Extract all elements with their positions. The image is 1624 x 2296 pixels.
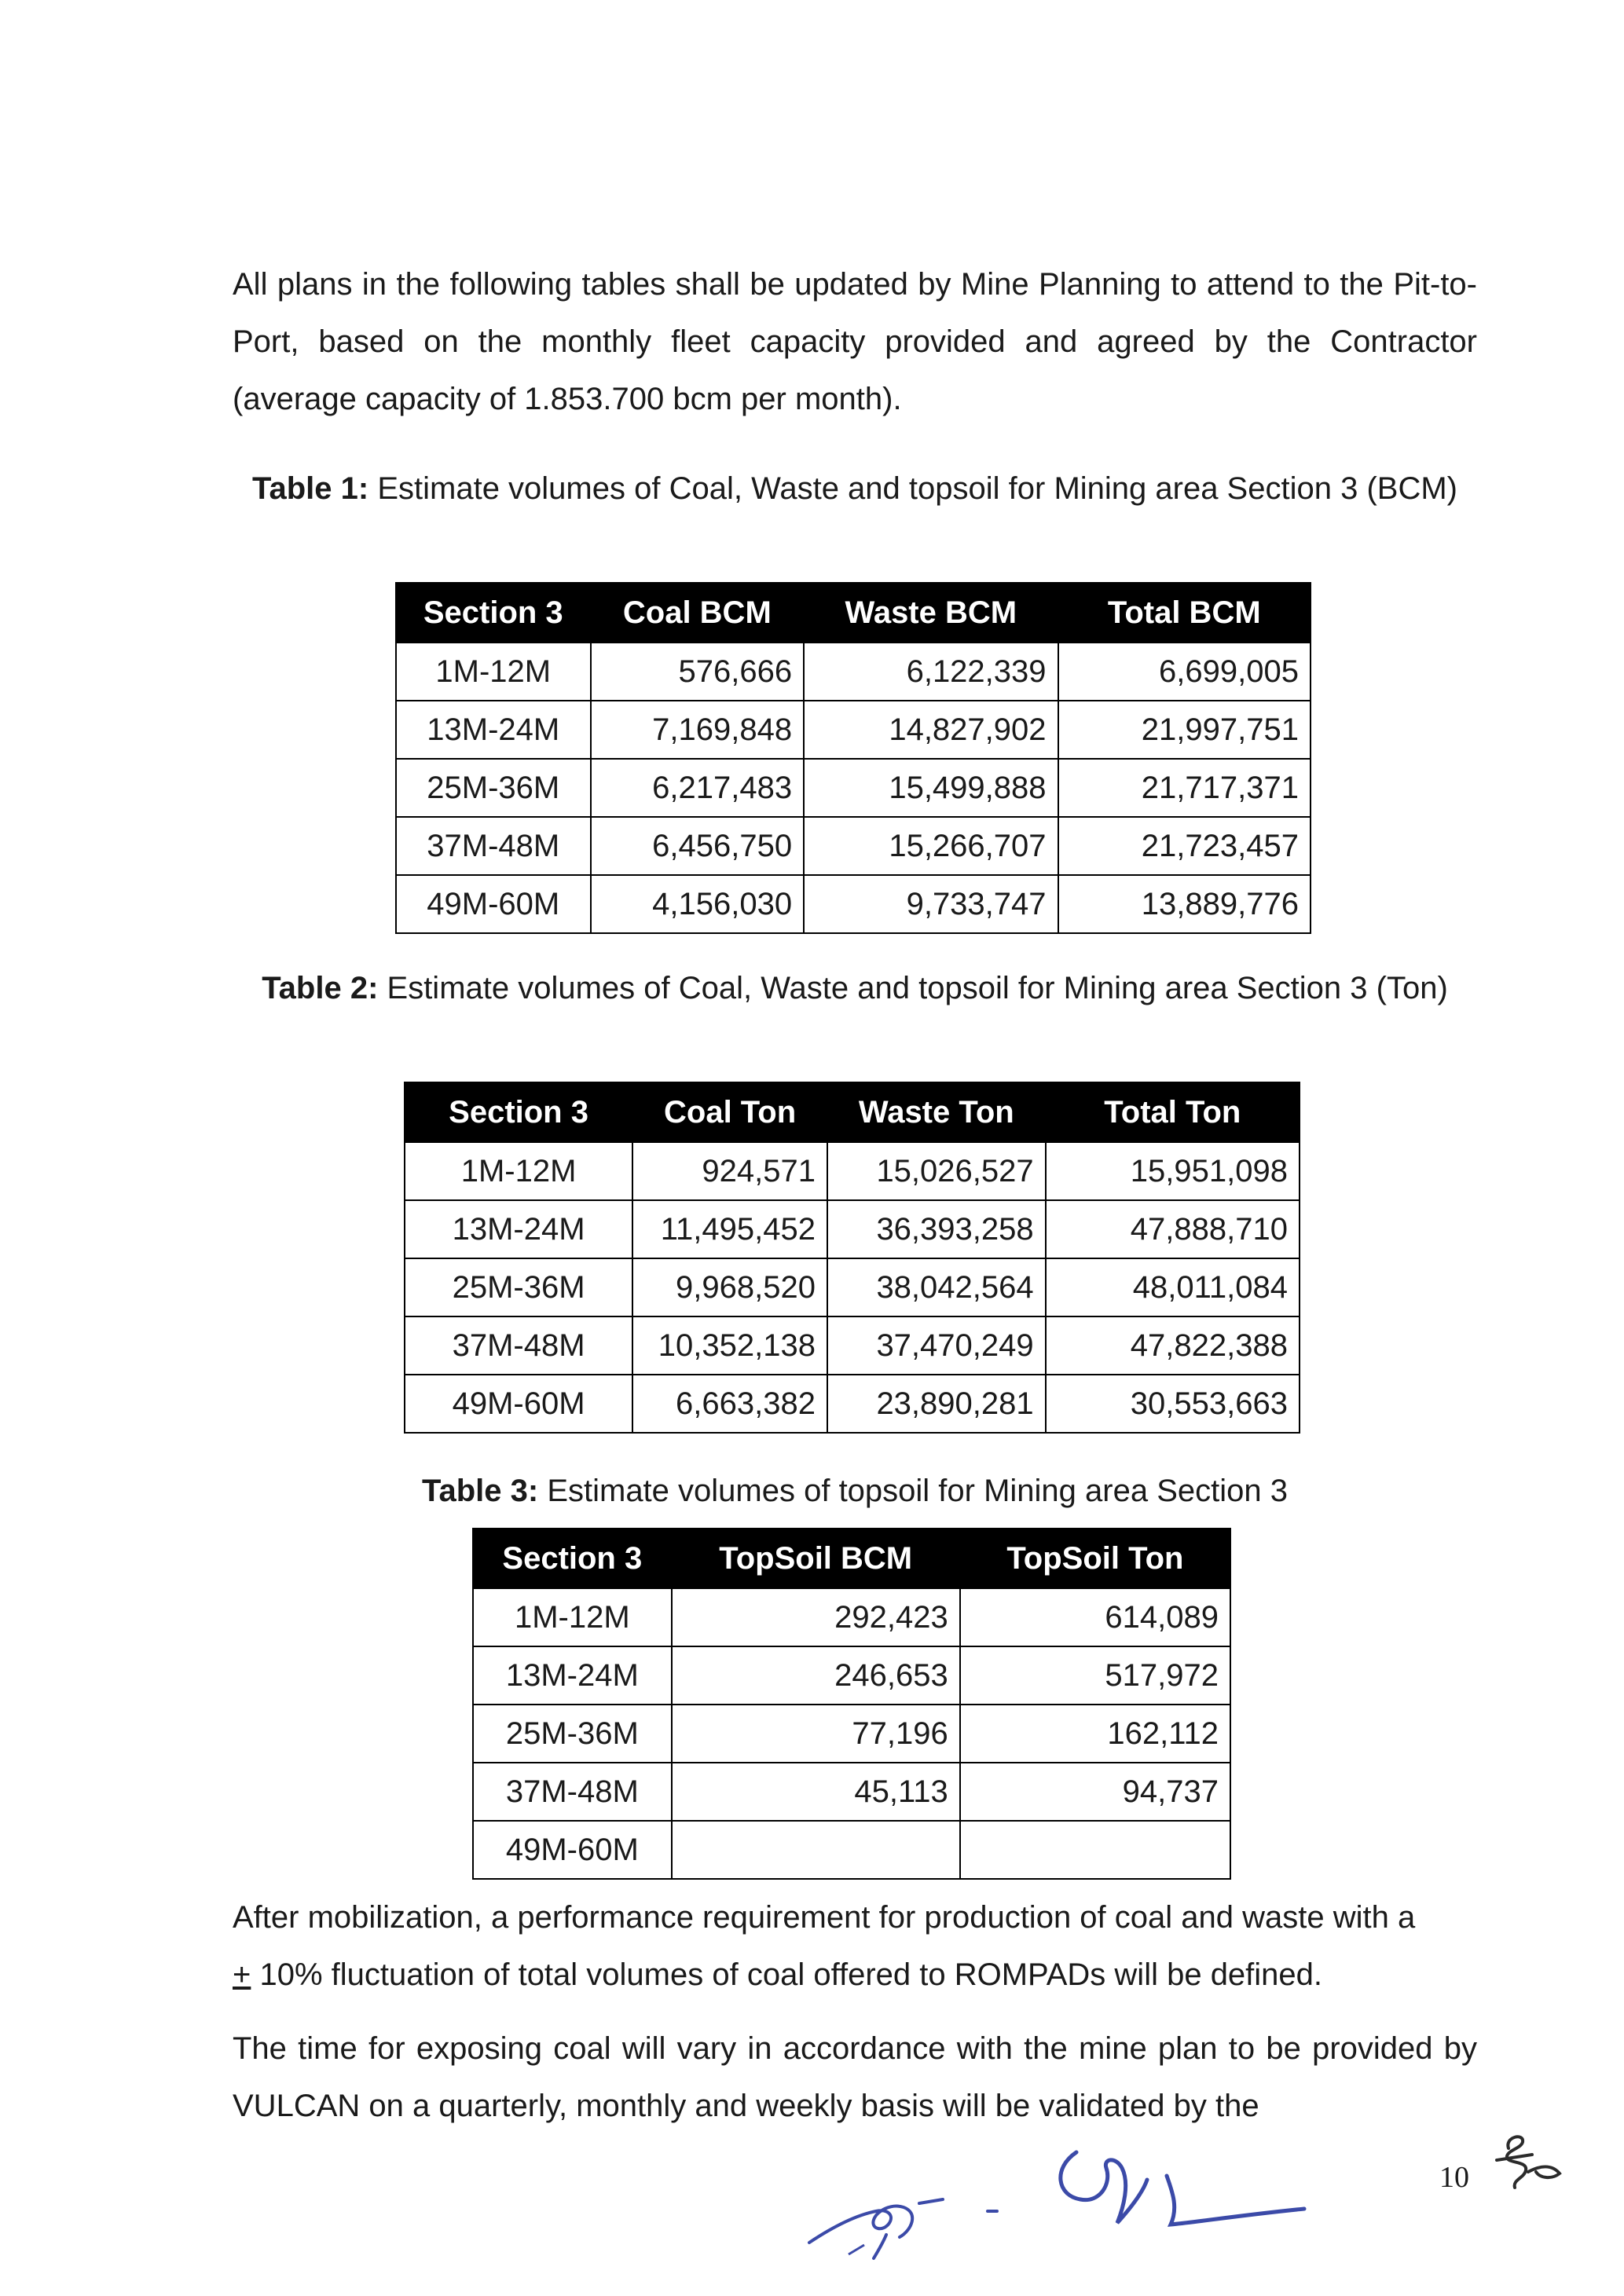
table2-header-cell: Waste Ton <box>827 1082 1046 1142</box>
table-cell: 4,156,030 <box>591 875 805 933</box>
table-cell: 614,089 <box>960 1588 1230 1646</box>
table2-caption-text: Estimate volumes of Coal, Waste and topsoil for Mining area Section 3 (Ton) <box>387 971 1448 1005</box>
table-cell: 37M-48M <box>396 817 591 875</box>
table-cell: 36,393,258 <box>827 1200 1046 1258</box>
table-cell: 576,666 <box>591 643 805 701</box>
table-row <box>405 1316 1300 1375</box>
table1-header-cell: Waste BCM <box>804 583 1058 643</box>
mobilization-line2: 10% fluctuation of total volumes of coal offered to ROMPADs will be defined. <box>251 1957 1323 1992</box>
table-row <box>396 643 1311 701</box>
table-cell: 162,112 <box>960 1705 1230 1763</box>
table-cell: 6,456,750 <box>591 817 805 875</box>
table-cell: 77,196 <box>672 1705 960 1763</box>
table-row <box>405 1375 1300 1433</box>
table-cell: 9,968,520 <box>632 1258 827 1316</box>
table-cell: 47,888,710 <box>1046 1200 1300 1258</box>
table-cell: 517,972 <box>960 1646 1230 1705</box>
coal-exposure-paragraph: The time for exposing coal will vary in accordance with the mine plan to be provided by VULCAN on a quarterly, monthly and weekly basis will be validated by the <box>233 2031 1477 2123</box>
table-cell: 10,352,138 <box>632 1316 827 1375</box>
table3 <box>472 1528 1231 1880</box>
table2 <box>404 1082 1300 1434</box>
intro-paragraph: All plans in the following tables shall be updated by Mine Planning to attend to the Pit-to-Port, based on the monthly fleet capacity provided and agreed by the Contractor (average capacity of 1.853.700 bcm per month). <box>233 267 1477 416</box>
table1-caption <box>233 460 1477 517</box>
table2-header-cell: Section 3 <box>405 1082 632 1142</box>
table1-header-row <box>396 583 1311 643</box>
table-cell: 49M-60M <box>396 875 591 933</box>
table-cell: 25M-36M <box>396 759 591 817</box>
table-cell: 1M-12M <box>473 1588 672 1646</box>
table-cell <box>672 1821 960 1879</box>
table1-caption-text: Estimate volumes of Coal, Waste and topsoil for Mining area Section 3 (BCM) <box>377 471 1457 506</box>
table3-header-cell: TopSoil BCM <box>672 1529 960 1588</box>
table-cell: 13,889,776 <box>1058 875 1311 933</box>
table-row <box>405 1142 1300 1200</box>
table1-header-cell: Coal BCM <box>591 583 805 643</box>
table-cell: 1M-12M <box>405 1142 632 1200</box>
table2-header-cell: Coal Ton <box>632 1082 827 1142</box>
table-cell: 246,653 <box>672 1646 960 1705</box>
table-cell: 292,423 <box>672 1588 960 1646</box>
table-cell: 9,733,747 <box>804 875 1058 933</box>
table-cell: 15,026,527 <box>827 1142 1046 1200</box>
table-row <box>405 1200 1300 1258</box>
table-cell: 6,122,339 <box>804 643 1058 701</box>
table-cell: 47,822,388 <box>1046 1316 1300 1375</box>
table-cell: 15,266,707 <box>804 817 1058 875</box>
table-cell: 21,717,371 <box>1058 759 1311 817</box>
table2-caption <box>233 960 1477 1016</box>
table3-header-cell: TopSoil Ton <box>960 1529 1230 1588</box>
table3-header-cell: Section 3 <box>473 1529 672 1588</box>
initials-mark <box>1485 2125 1571 2203</box>
table-cell: 924,571 <box>632 1142 827 1200</box>
table-row <box>473 1588 1230 1646</box>
mobilization-line1: After mobilization, a performance requirement for production of coal and waste with a <box>233 1900 1416 1935</box>
table3-caption-label: Table 3: <box>422 1474 539 1508</box>
table-row <box>396 817 1311 875</box>
table-cell: 49M-60M <box>405 1375 632 1433</box>
table-cell: 6,699,005 <box>1058 643 1311 701</box>
table3-caption <box>233 1463 1477 1519</box>
table-cell: 13M-24M <box>473 1646 672 1705</box>
table3-header-row <box>473 1529 1230 1588</box>
table-cell: 14,827,902 <box>804 701 1058 759</box>
table-cell: 94,737 <box>960 1763 1230 1821</box>
table-row <box>473 1646 1230 1705</box>
plus-minus-symbol: + <box>233 1957 251 1992</box>
table-row <box>396 701 1311 759</box>
mobilization-paragraph <box>233 1889 1477 2004</box>
table-cell: 45,113 <box>672 1763 960 1821</box>
table-cell <box>960 1821 1230 1879</box>
table-cell: 7,169,848 <box>591 701 805 759</box>
table-cell: 6,663,382 <box>632 1375 827 1433</box>
table2-header-cell: Total Ton <box>1046 1082 1300 1142</box>
table-cell: 30,553,663 <box>1046 1375 1300 1433</box>
table-row <box>396 875 1311 933</box>
table-cell: 21,723,457 <box>1058 817 1311 875</box>
table-cell: 37M-48M <box>405 1316 632 1375</box>
table-cell: 6,217,483 <box>591 759 805 817</box>
table3-caption-text: Estimate volumes of topsoil for Mining area Section 3 <box>547 1474 1288 1508</box>
signature-2 <box>1045 2137 1312 2247</box>
table-cell: 13M-24M <box>396 701 591 759</box>
table-row <box>396 759 1311 817</box>
table-cell: 13M-24M <box>405 1200 632 1258</box>
table2-caption-label: Table 2: <box>262 971 379 1005</box>
table-cell: 11,495,452 <box>632 1200 827 1258</box>
table-cell: 37,470,249 <box>827 1316 1046 1375</box>
table-cell: 23,890,281 <box>827 1375 1046 1433</box>
table1-caption-label: Table 1: <box>252 471 369 506</box>
table-cell: 1M-12M <box>396 643 591 701</box>
table2-header-row <box>405 1082 1300 1142</box>
signature-1 <box>801 2168 951 2262</box>
table-cell: 15,951,098 <box>1046 1142 1300 1200</box>
signature-dash <box>986 2207 1002 2215</box>
page-number: 10 <box>1439 2161 1469 2194</box>
table-cell: 49M-60M <box>473 1821 672 1879</box>
table1-header-cell: Total BCM <box>1058 583 1311 643</box>
table-cell: 25M-36M <box>405 1258 632 1316</box>
table1 <box>395 582 1311 934</box>
table1-header-cell: Section 3 <box>396 583 591 643</box>
table-cell: 25M-36M <box>473 1705 672 1763</box>
table-cell: 15,499,888 <box>804 759 1058 817</box>
table-row <box>473 1763 1230 1821</box>
table-cell: 37M-48M <box>473 1763 672 1821</box>
table-cell: 38,042,564 <box>827 1258 1046 1316</box>
table-cell: 21,997,751 <box>1058 701 1311 759</box>
table-cell: 48,011,084 <box>1046 1258 1300 1316</box>
table-row <box>473 1705 1230 1763</box>
table-row <box>473 1821 1230 1879</box>
table-row <box>405 1258 1300 1316</box>
